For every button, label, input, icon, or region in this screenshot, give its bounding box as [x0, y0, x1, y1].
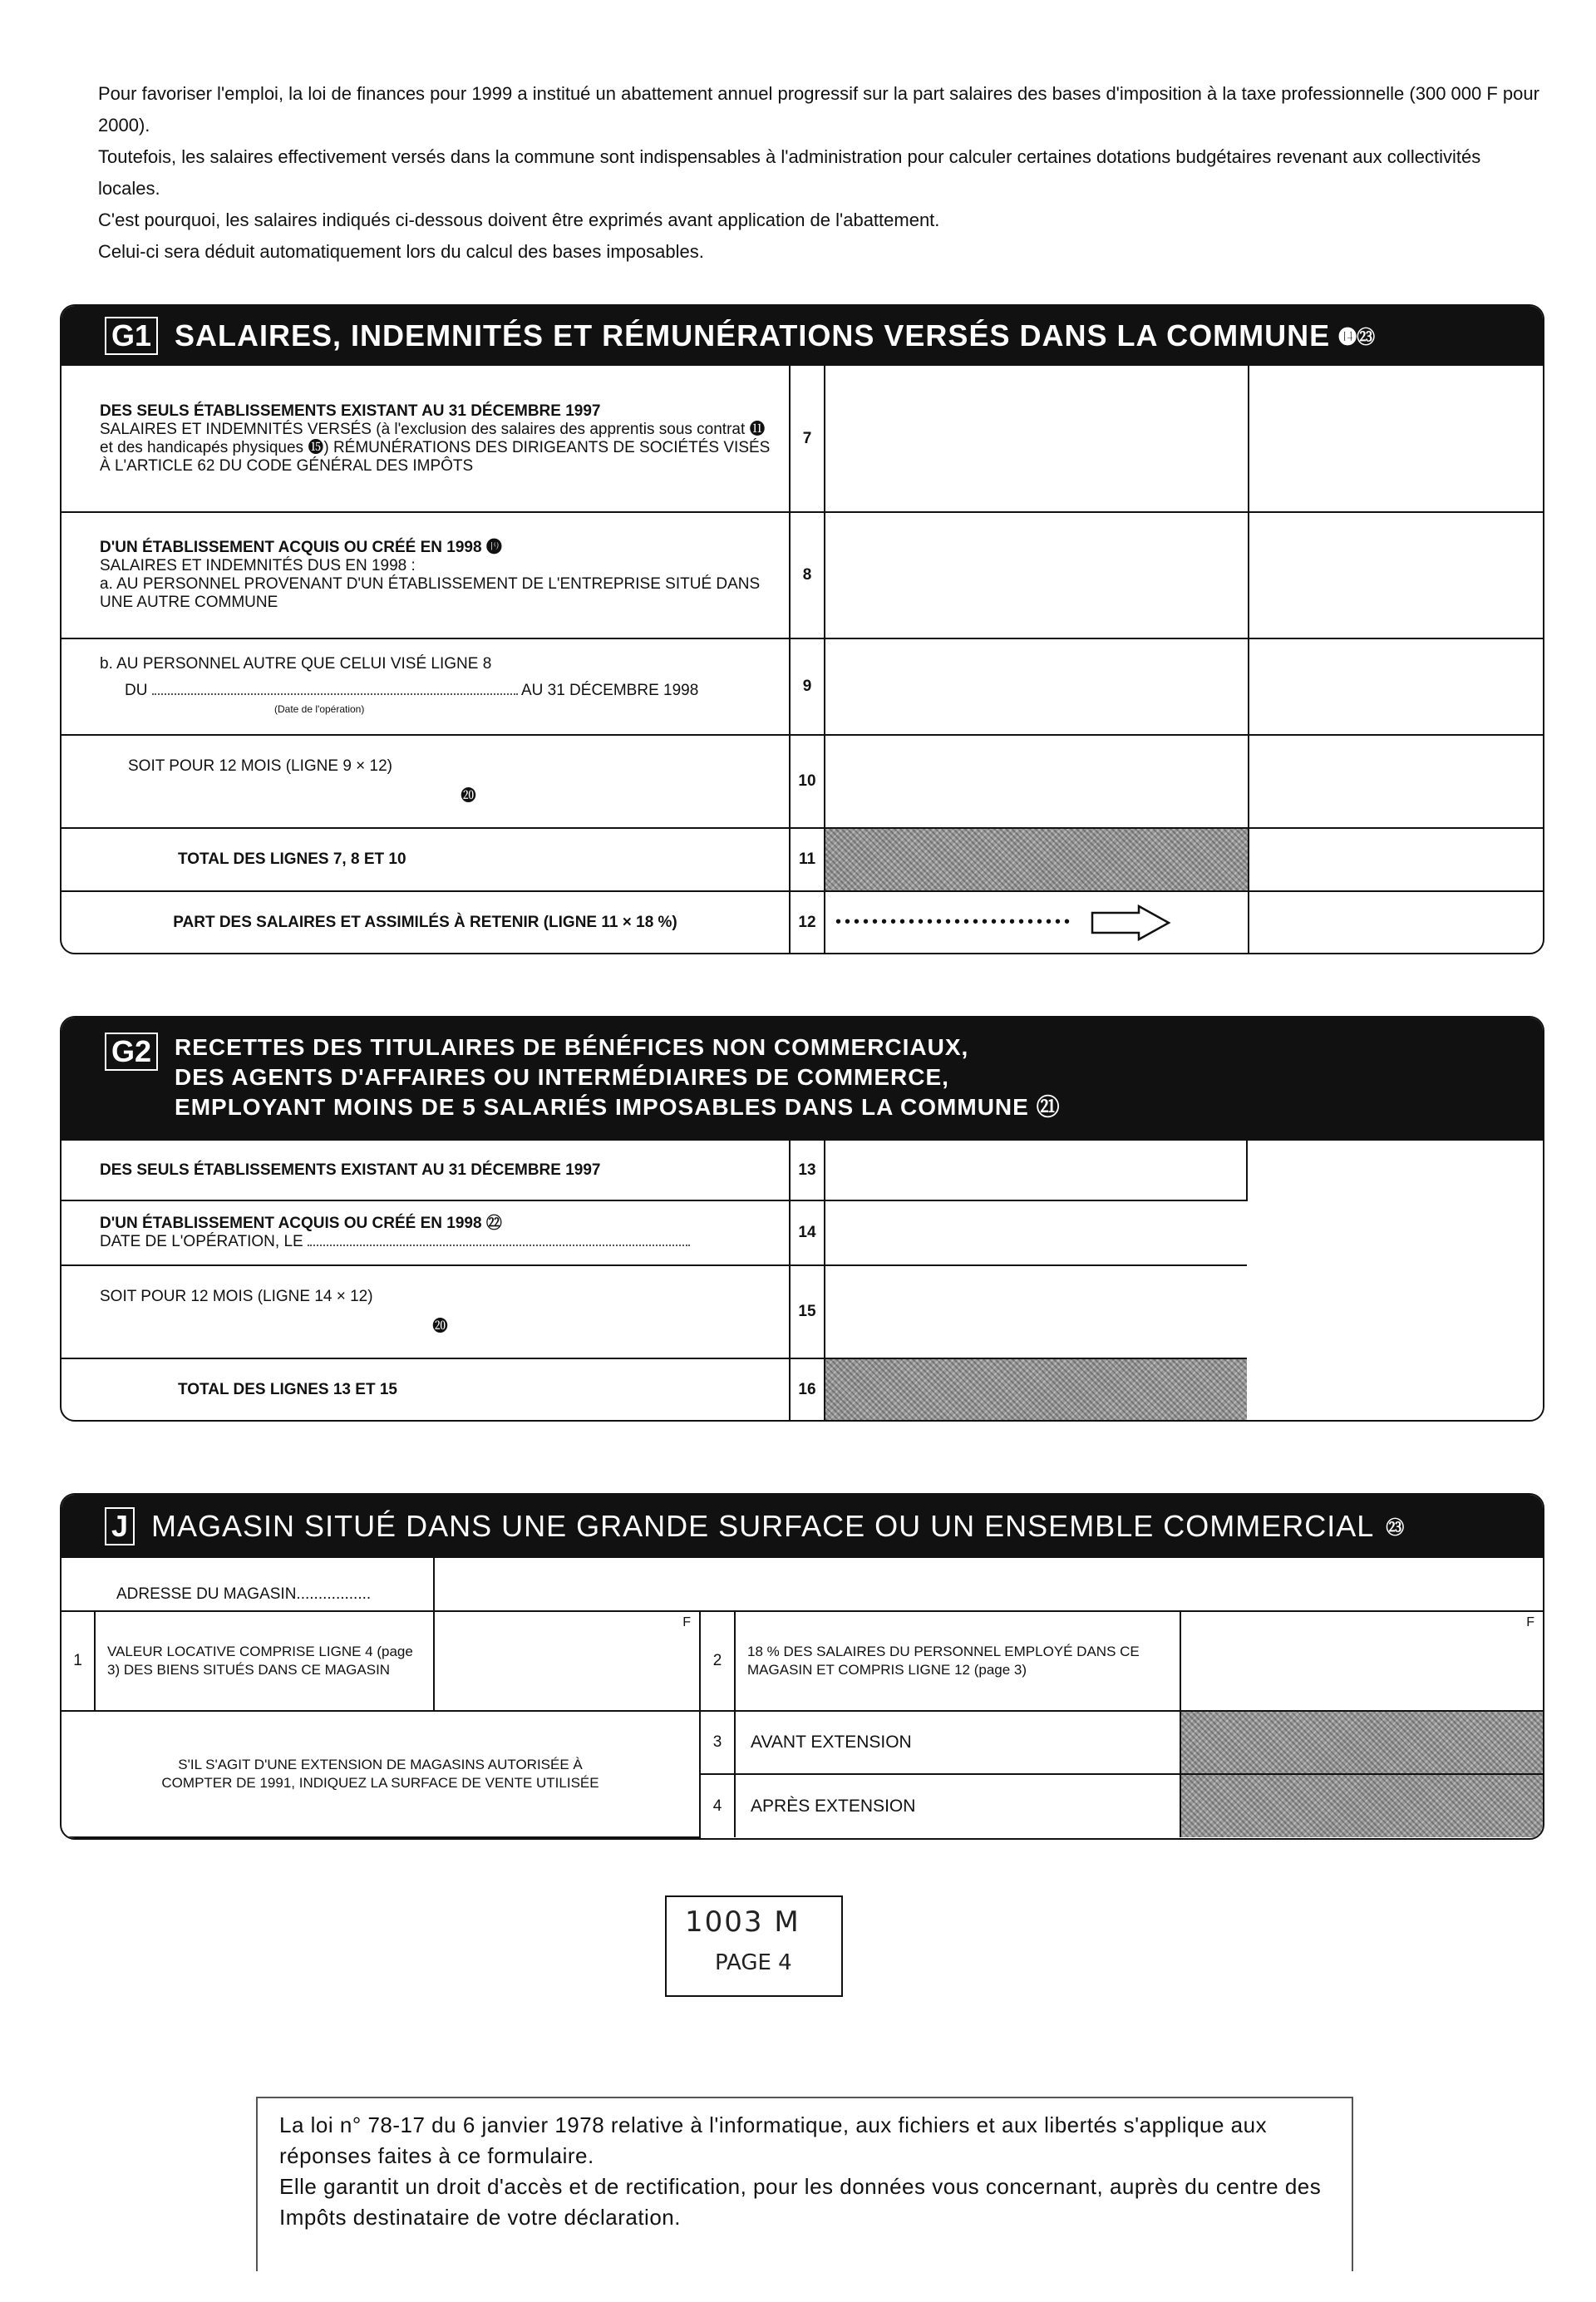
j-row-3-label: AVANT EXTENSION [735, 1711, 1180, 1774]
g1-row-8-label [62, 512, 790, 638]
j-row-3-shaded-cell [1180, 1711, 1543, 1774]
g2-row-15-ref: ⓴ [432, 1318, 449, 1335]
g1-row-9-input-2[interactable] [1249, 638, 1543, 735]
j-address-input[interactable] [434, 1558, 1543, 1611]
section-g2-title-line-3: EMPLOYANT MOINS DE 5 SALARIÉS IMPOSABLES DANS LA COMMUNE ㉑ [175, 1094, 1061, 1120]
g2-row-14-date-label: DATE DE L'OPÉRATION, LE [100, 1233, 303, 1250]
g1-row-10-number: 10 [790, 735, 825, 828]
g1-row-12-input[interactable] [1249, 891, 1543, 953]
g2-row-14-number: 14 [790, 1200, 825, 1265]
j-row-1-unit: F [682, 1615, 692, 1629]
g1-row-8-input-2[interactable] [1249, 512, 1543, 638]
j-row-2-label: 18 % DES SALAIRES DU PERSONNEL EMPLOYÉ DANS CE MAGASIN ET COMPRIS LIGNE 12 (page 3) [735, 1611, 1180, 1711]
g1-row-7-input-2[interactable] [1249, 366, 1543, 512]
section-j-header [62, 1495, 1543, 1558]
g1-row-8 [62, 512, 1543, 638]
g1-row-11-shaded-cell [825, 828, 1249, 891]
g2-row-15-input[interactable] [825, 1265, 1247, 1358]
g1-row-10-text: SOIT POUR 12 MOIS (LIGNE 9 × 12) [128, 757, 392, 775]
g1-row-9-du: DU [125, 682, 148, 699]
g1-row-10-input[interactable] [825, 735, 1249, 828]
section-j [60, 1493, 1544, 1840]
g1-row-7-number: 7 [790, 366, 825, 512]
g2-row-14-input[interactable] [825, 1200, 1247, 1265]
section-j-code: J [105, 1507, 135, 1545]
legal-notice-line-2: Elle garantit un droit d'accès et de rectification, pour les données vous concernant, auprès du centre des Impôts destinataire de votre déclaration. [279, 2174, 1322, 2230]
section-j-ref: ㉓ [1386, 1516, 1405, 1538]
g1-row-8-heading: D'UN ÉTABLISSEMENT ACQUIS OU CRÉÉ EN 1998 ⓳ [100, 539, 502, 556]
g1-row-7-label [62, 366, 790, 512]
g2-row-16-number: 16 [790, 1358, 825, 1420]
g1-row-9-au: AU 31 DÉCEMBRE 1998 [520, 682, 699, 699]
g1-row-10 [62, 735, 1543, 828]
g2-row-14-date-field[interactable] [308, 1245, 690, 1246]
g1-row-8-line2: a. AU PERSONNEL PROVENANT D'UN ÉTABLISSEMENT DE L'ENTREPRISE SITUÉ DANS UNE AUTRE COMMUNE [100, 575, 761, 611]
section-j-title: MAGASIN SITUÉ DANS UNE GRANDE SURFACE OU UN ENSEMBLE COMMERCIAL [151, 1509, 1375, 1543]
j-extension-label: S'IL S'AGIT D'UNE EXTENSION DE MAGASINS AUTORISÉE À COMPTER DE 1991, INDIQUEZ LA SURFACE DE VENTE UTILISÉE [62, 1711, 700, 1837]
section-g1-code: G1 [105, 317, 158, 355]
g2-blank-area [1247, 1141, 1543, 1420]
g2-row-14-line [100, 1233, 779, 1251]
g1-row-8-number: 8 [790, 512, 825, 638]
g1-row-7 [62, 366, 1543, 512]
j-row-address [62, 1558, 1543, 1611]
g1-row-9-number: 9 [790, 638, 825, 735]
g1-row-9-label [62, 638, 790, 735]
g1-row-9-date-field[interactable] [152, 693, 518, 695]
j-row-1-number: 1 [62, 1611, 95, 1711]
g1-row-11-number: 11 [790, 828, 825, 891]
g2-row-16-shaded-cell [825, 1358, 1247, 1420]
g1-row-11-input[interactable] [1249, 828, 1543, 891]
g1-row-10-input-2[interactable] [1249, 735, 1543, 828]
g1-row-12-arrow-cell [825, 891, 1249, 953]
g1-row-9 [62, 638, 1543, 735]
g2-row-15-label [62, 1265, 790, 1358]
j-row-4-number: 4 [700, 1774, 735, 1837]
g1-row-8-input[interactable] [825, 512, 1249, 638]
section-g2 [60, 1016, 1544, 1422]
legal-notice-line-1: La loi n° 78-17 du 6 janvier 1978 relative à l'informatique, aux fichiers et aux libertés s'applique aux réponses faites à ce formulaire. [279, 2112, 1268, 2168]
g2-row-13-number: 13 [790, 1141, 825, 1200]
j-row-4-shaded-cell [1180, 1774, 1543, 1837]
page-stamp-line-2: PAGE 4 [715, 1950, 792, 1975]
g1-row-7-heading: DES SEULS ÉTABLISSEMENTS EXISTANT AU 31 DÉCEMBRE 1997 [100, 402, 601, 420]
g1-row-12-label: PART DES SALAIRES ET ASSIMILÉS À RETENIR (LIGNE 11 × 18 %) [62, 891, 790, 953]
g1-row-9-date-hint: (Date de l'opération) [274, 703, 365, 715]
j-row-3 [62, 1711, 1543, 1774]
g2-row-16-label: TOTAL DES LIGNES 13 ET 15 [62, 1358, 790, 1420]
g2-row-13 [62, 1141, 1543, 1200]
g1-row-11 [62, 828, 1543, 891]
section-g2-title [175, 1033, 1061, 1122]
section-g1-refs: ⓮㉓ [1338, 326, 1376, 348]
g1-row-9-date-line [100, 682, 779, 700]
g2-row-14-heading: D'UN ÉTABLISSEMENT ACQUIS OU CRÉÉ EN 1998 ㉒ [100, 1215, 502, 1232]
g2-row-13-input[interactable] [825, 1141, 1247, 1200]
j-row-3-number: 3 [700, 1711, 735, 1774]
g1-row-9-line1: b. AU PERSONNEL AUTRE QUE CELUI VISÉ LIGNE 8 [100, 655, 492, 673]
intro-paragraph-3: C'est pourquoi, les salaires indiqués ci-dessous doivent être exprimés avant application de l'abattement. [98, 209, 940, 230]
section-g2-header [62, 1018, 1543, 1141]
g1-row-11-label: TOTAL DES LIGNES 7, 8 ET 10 [62, 828, 790, 891]
page-stamp-line-1: 1003 M [685, 1905, 800, 1939]
j-row-1-label: VALEUR LOCATIVE COMPRISE LIGNE 4 (page 3) DES BIENS SITUÉS DANS CE MAGASIN [95, 1611, 434, 1711]
g2-row-13-label: DES SEULS ÉTABLISSEMENTS EXISTANT AU 31 DÉCEMBRE 1997 [62, 1141, 790, 1200]
g1-row-9-input[interactable] [825, 638, 1249, 735]
g1-row-12 [62, 891, 1543, 953]
j-row-2-input[interactable] [1180, 1611, 1543, 1711]
g1-row-12-number: 12 [790, 891, 825, 953]
intro-paragraph-2: Toutefois, les salaires effectivement versés dans la commune sont indispensables à l'administration pour calculer certaines dotations budgétaires revenant aux collectivités locales. [98, 146, 1481, 199]
section-g2-title-line-2: DES AGENTS D'AFFAIRES OU INTERMÉDIAIRES DE COMMERCE, [175, 1064, 949, 1090]
j-row-1-input[interactable] [434, 1611, 700, 1711]
g1-table [62, 366, 1543, 953]
intro-paragraph-1: Pour favoriser l'emploi, la loi de finances pour 1999 a institué un abattement annuel progressif sur la part salaires des bases d'imposition à la taxe professionnelle (300 000 F pour 2000). [98, 83, 1539, 136]
section-g1-title: SALAIRES, INDEMNITÉS ET RÉMUNÉRATIONS VERSÉS DANS LA COMMUNE [175, 318, 1331, 352]
arrow-right-icon [1089, 905, 1172, 941]
j-table [62, 1558, 1543, 1838]
j-row-1-2 [62, 1611, 1543, 1711]
g1-row-10-ref: ⓴ [461, 787, 477, 805]
g1-row-7-text: SALAIRES ET INDEMNITÉS VERSÉS (à l'exclusion des salaires des apprentis sous contrat ⓫ et des handicapés physiques ⓯) RÉMUNÉRATIONS DES DIRIGEANTS DE SOCIÉTÉS VISÉS À L'ARTICLE 62 DU CODE GÉNÉRAL DES IMPÔTS [100, 420, 771, 475]
section-g1-header [62, 306, 1543, 366]
g2-row-15-text: SOIT POUR 12 MOIS (LIGNE 14 × 12) [100, 1288, 373, 1305]
g2-row-14-label [62, 1200, 790, 1265]
j-address-label: ADRESSE DU MAGASIN................. [62, 1558, 434, 1611]
intro-text [98, 78, 1544, 268]
g1-row-12-dots: •••••••••••••••••••••••••• [835, 912, 1074, 931]
section-g2-title-line-1: RECETTES DES TITULAIRES DE BÉNÉFICES NON COMMERCIAUX, [175, 1034, 969, 1060]
j-row-2-number: 2 [700, 1611, 735, 1711]
j-row-2-unit: F [1526, 1615, 1535, 1629]
g2-row-15-number: 15 [790, 1265, 825, 1358]
g1-row-7-input[interactable] [825, 366, 1249, 512]
g1-row-10-label [62, 735, 790, 828]
intro-paragraph-4: Celui-ci sera déduit automatiquement lors du calcul des bases imposables. [98, 241, 704, 262]
g2-table [62, 1141, 1543, 1420]
legal-notice [256, 2097, 1353, 2271]
g1-row-8-line1: SALAIRES ET INDEMNITÉS DUS EN 1998 : [100, 557, 416, 574]
j-row-4-label: APRÈS EXTENSION [735, 1774, 1180, 1837]
section-g2-code: G2 [105, 1033, 158, 1071]
page-stamp [665, 1895, 843, 1997]
section-g1 [60, 304, 1544, 954]
